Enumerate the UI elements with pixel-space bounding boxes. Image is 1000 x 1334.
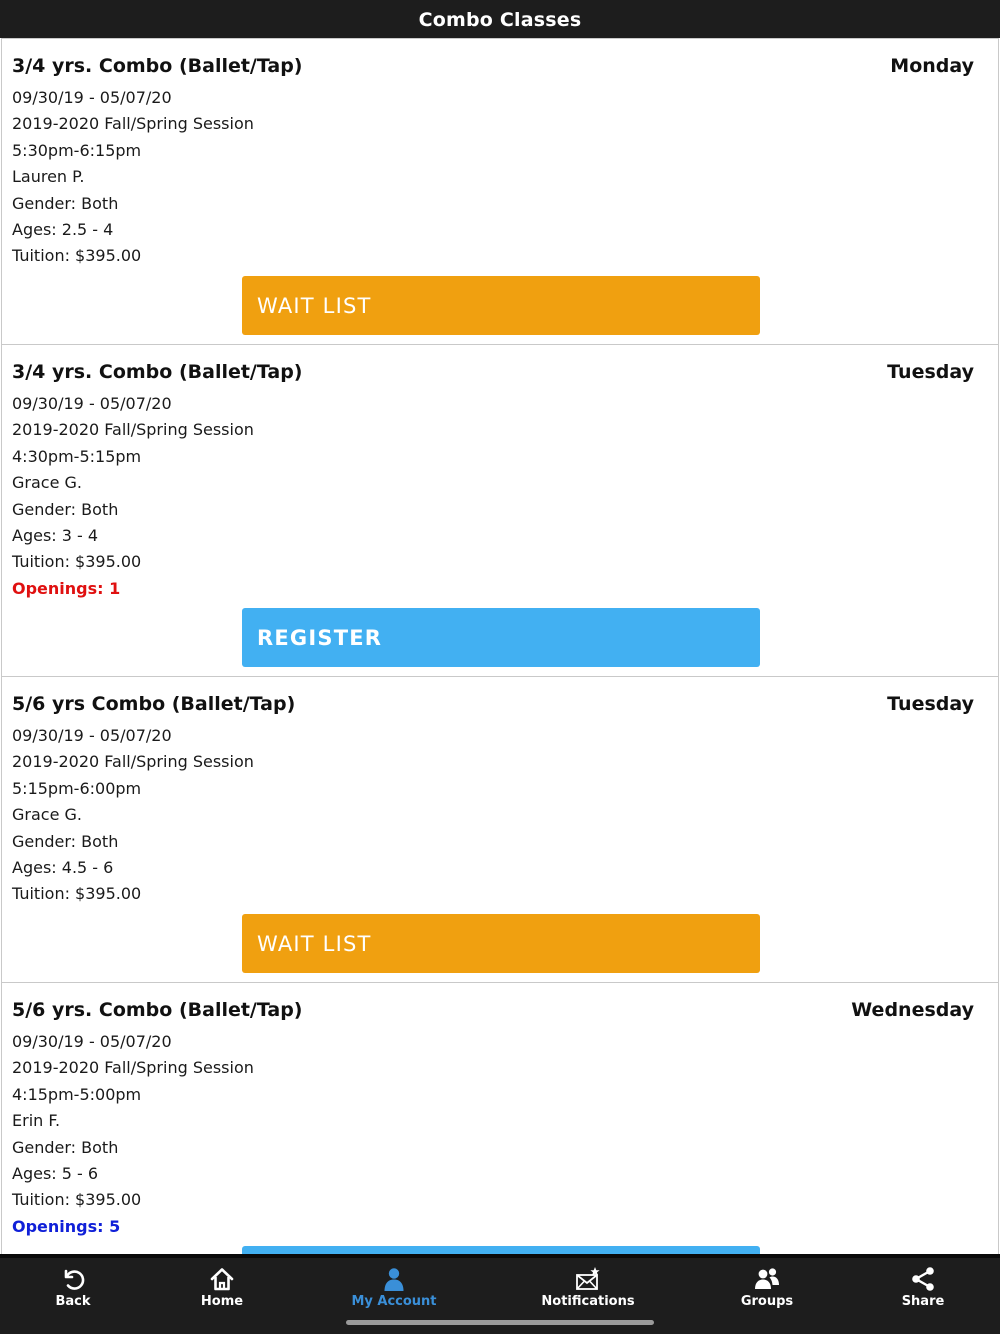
class-ages: Ages: 4.5 - 6 bbox=[12, 857, 114, 877]
class-session: 2019-2020 Fall/Spring Session bbox=[12, 752, 254, 772]
class-title: 3/4 yrs. Combo (Ballet/Tap) bbox=[12, 55, 303, 77]
class-instructor: Erin F. bbox=[12, 1111, 61, 1131]
tab-home[interactable] bbox=[142, 1266, 302, 1316]
class-gender: Gender: Both bbox=[12, 831, 119, 851]
tab-groups[interactable] bbox=[687, 1266, 847, 1316]
class-gender: Gender: Both bbox=[12, 499, 119, 519]
class-card bbox=[1, 982, 999, 1254]
tab-back-label: Back bbox=[55, 1294, 91, 1309]
tab-share-label: Share bbox=[901, 1294, 945, 1309]
person-icon bbox=[381, 1266, 407, 1292]
class-card bbox=[1, 344, 999, 676]
class-tuition: Tuition: $395.00 bbox=[12, 552, 142, 572]
class-list[interactable] bbox=[0, 38, 1000, 1254]
class-details bbox=[12, 723, 254, 908]
class-day: Tuesday bbox=[887, 693, 974, 715]
page-title: Combo Classes bbox=[418, 9, 582, 31]
class-dates: 09/30/19 - 05/07/20 bbox=[12, 726, 172, 745]
tab-share[interactable] bbox=[843, 1266, 1000, 1316]
class-instructor: Grace G. bbox=[12, 473, 82, 493]
class-tuition: Tuition: $395.00 bbox=[12, 884, 142, 904]
class-session: 2019-2020 Fall/Spring Session bbox=[12, 114, 254, 134]
class-time: 5:30pm-6:15pm bbox=[12, 140, 142, 160]
class-gender: Gender: Both bbox=[12, 193, 119, 213]
class-tuition: Tuition: $395.00 bbox=[12, 246, 142, 266]
envelope-star-icon bbox=[575, 1266, 601, 1292]
class-instructor: Grace G. bbox=[12, 805, 82, 825]
class-card bbox=[1, 676, 999, 982]
class-day: Wednesday bbox=[851, 999, 974, 1021]
home-icon bbox=[209, 1266, 235, 1292]
back-icon bbox=[60, 1266, 86, 1292]
class-openings: Openings: 1 bbox=[12, 578, 121, 598]
class-dates: 09/30/19 - 05/07/20 bbox=[12, 1032, 172, 1051]
class-session: 2019-2020 Fall/Spring Session bbox=[12, 1058, 254, 1078]
tab-my-account-label: My Account bbox=[351, 1294, 437, 1309]
class-details bbox=[12, 1029, 254, 1240]
class-time: 4:15pm-5:00pm bbox=[12, 1084, 142, 1104]
class-dates: 09/30/19 - 05/07/20 bbox=[12, 88, 172, 107]
class-dates: 09/30/19 - 05/07/20 bbox=[12, 394, 172, 413]
class-day: Monday bbox=[890, 55, 974, 77]
groups-icon bbox=[754, 1266, 780, 1292]
tab-notifications[interactable] bbox=[508, 1266, 668, 1316]
class-instructor: Lauren P. bbox=[12, 167, 85, 187]
class-time: 5:15pm-6:00pm bbox=[12, 778, 142, 798]
register-button[interactable]: REGISTER bbox=[242, 608, 760, 667]
class-session: 2019-2020 Fall/Spring Session bbox=[12, 420, 254, 440]
class-title: 5/6 yrs Combo (Ballet/Tap) bbox=[12, 693, 296, 715]
page-title-bar bbox=[0, 0, 1000, 40]
wait-list-button[interactable]: WAIT LIST bbox=[242, 276, 760, 335]
class-title: 3/4 yrs. Combo (Ballet/Tap) bbox=[12, 361, 303, 383]
share-icon bbox=[910, 1266, 936, 1292]
class-time: 4:30pm-5:15pm bbox=[12, 446, 142, 466]
class-tuition: Tuition: $395.00 bbox=[12, 1190, 142, 1210]
class-day: Tuesday bbox=[887, 361, 974, 383]
class-ages: Ages: 3 - 4 bbox=[12, 525, 99, 545]
class-openings: Openings: 5 bbox=[12, 1216, 121, 1236]
tab-home-label: Home bbox=[200, 1294, 244, 1309]
wait-list-button[interactable]: WAIT LIST bbox=[242, 914, 760, 973]
class-card bbox=[1, 38, 999, 344]
tab-back[interactable] bbox=[0, 1266, 153, 1316]
class-title: 5/6 yrs. Combo (Ballet/Tap) bbox=[12, 999, 303, 1021]
class-ages: Ages: 5 - 6 bbox=[12, 1163, 99, 1183]
home-indicator bbox=[346, 1320, 654, 1325]
class-details bbox=[12, 85, 254, 270]
tab-groups-label: Groups bbox=[740, 1294, 794, 1309]
class-ages: Ages: 2.5 - 4 bbox=[12, 219, 114, 239]
class-details bbox=[12, 391, 254, 602]
tab-notifications-label: Notifications bbox=[541, 1294, 635, 1309]
class-gender: Gender: Both bbox=[12, 1137, 119, 1157]
register-button[interactable] bbox=[242, 1246, 760, 1254]
tab-my-account[interactable] bbox=[314, 1266, 474, 1316]
